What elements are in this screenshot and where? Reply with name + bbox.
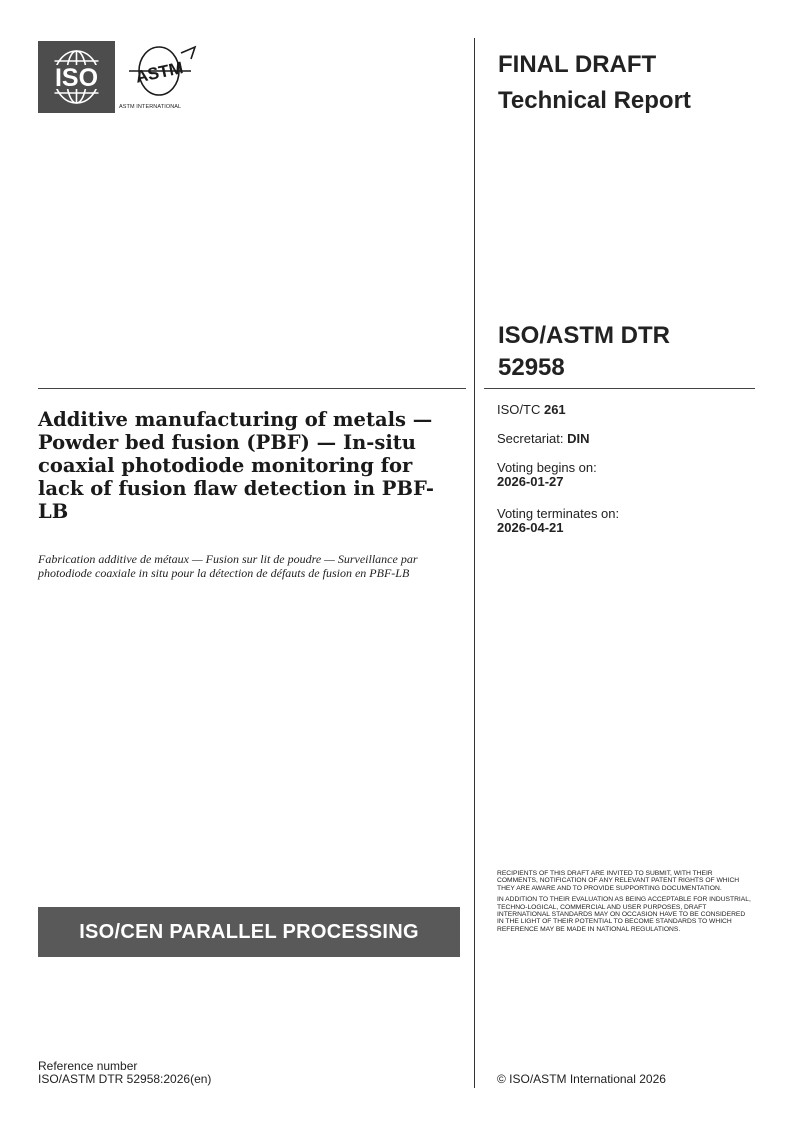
astm-logo xyxy=(119,41,203,113)
astm-caption: ASTM INTERNATIONAL xyxy=(119,104,182,110)
draft-status: FINAL DRAFT xyxy=(498,51,657,78)
voting-terminates-value xyxy=(497,520,564,535)
voting-begins-date: 2026-01-27 xyxy=(497,474,564,489)
voting-begins-label: Voting begins on: xyxy=(497,460,597,475)
voting-begins-value xyxy=(497,474,564,489)
reference-number-label: Reference number xyxy=(38,1059,138,1073)
vertical-divider xyxy=(474,38,475,1088)
secretariat-label: Secretariat: xyxy=(497,431,564,446)
voting-terminates-date: 2026-04-21 xyxy=(497,520,564,535)
technical-committee xyxy=(497,402,566,417)
tc-label: ISO/TC xyxy=(497,402,541,417)
reference-number-value: ISO/ASTM DTR 52958:2026(en) xyxy=(38,1072,212,1086)
notice-paragraph: IN ADDITION TO THEIR EVALUATION AS BEING ACCEPTABLE FOR INDUSTRIAL, TECHNO-LOGICAL, COMMERCIAL AND USER PURPOSES, DRAFT INTERNATIONAL STANDARDS MAY ON OCCASION HAVE TO BE CONSIDERED IN THE LIGHT OF THEIR POTENTIAL TO BECOME STANDARDS TO WHICH REFERENCE MAY BE MADE IN NATIONAL REGULATIONS. xyxy=(497,896,751,933)
right-horizontal-rule xyxy=(484,388,755,389)
document-type: Technical Report xyxy=(498,87,691,114)
french-title: Fabrication additive de métaux — Fusion sur lit de poudre — Surveillance par photodiode coaxiale in situ pour la détection de défauts de fusion en PBF-LB xyxy=(38,552,418,580)
iso-logo-text: ISO xyxy=(54,64,99,92)
banner-text: ISO/CEN PARALLEL PROCESSING xyxy=(79,920,419,943)
tc-value: 261 xyxy=(543,402,566,417)
recipients-notice xyxy=(497,870,752,937)
document-title: Additive manufacturing of metals — Powder bed fusion (PBF) — In-situ coaxial photodiode monitoring for lack of fusion flaw detection in PBF-LB xyxy=(38,408,435,523)
astm-logo-text: ASTM xyxy=(133,58,185,87)
secretariat-value: DIN xyxy=(567,431,590,446)
document-number: ISO/ASTM DTR 52958 xyxy=(498,322,670,381)
voting-terminates-label: Voting terminates on: xyxy=(497,506,620,521)
left-horizontal-rule xyxy=(38,388,466,389)
copyright-notice: © ISO/ASTM International 2026 xyxy=(497,1072,666,1086)
parallel-processing-banner xyxy=(38,907,460,957)
secretariat xyxy=(497,431,590,446)
notice-paragraph: RECIPIENTS OF THIS DRAFT ARE INVITED TO SUBMIT, WITH THEIR COMMENTS, NOTIFICATION OF ANY RELEVANT PATENT RIGHTS OF WHICH THEY ARE AWARE AND TO PROVIDE SUPPORTING DOCUMENTATION. xyxy=(497,870,740,892)
iso-logo xyxy=(38,41,115,113)
